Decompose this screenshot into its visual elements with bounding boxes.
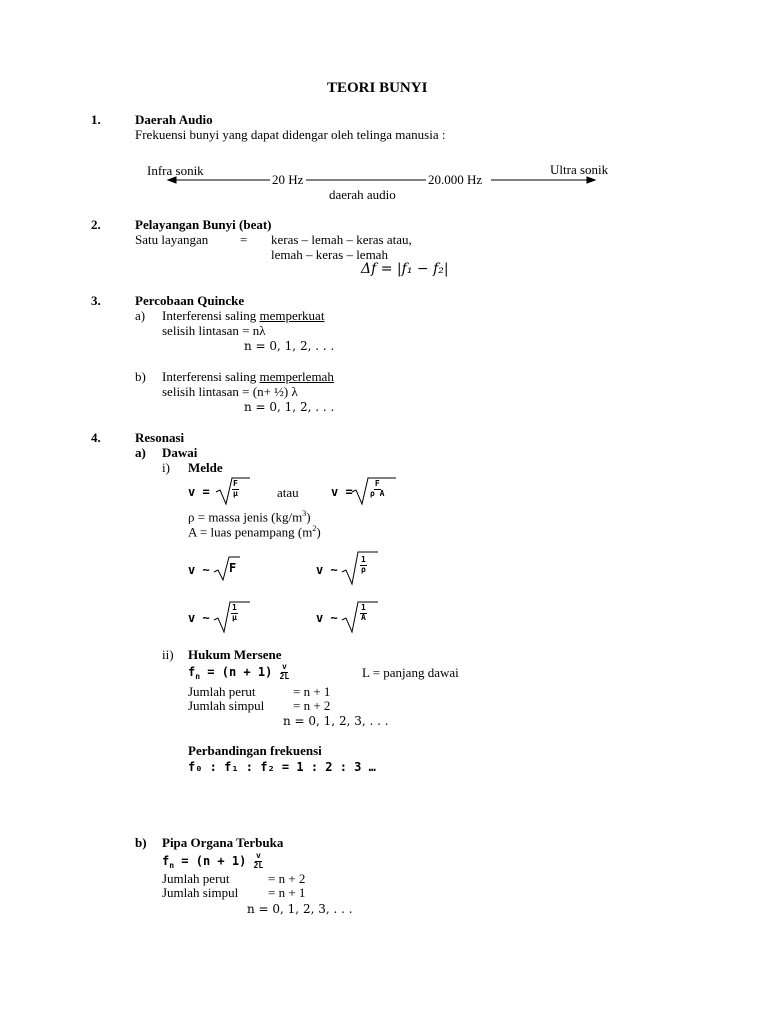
beat-formula: Δ𝑓 = |𝑓₁ − 𝑓₂| xyxy=(361,261,449,277)
open-pipe-formula: $f_n = (n + 1)$ $\frac{v}{2L}$ xyxy=(162,851,264,871)
quincke-b-n-range: n = 0, 1, 2, . . . xyxy=(244,400,335,414)
prop-v-1: v ~ xyxy=(188,563,210,577)
quincke-a-path-diff: selisih lintasan = nλ xyxy=(162,323,266,338)
open-pipe-n-range: n = 0, 1, 2, 3, . . . xyxy=(247,902,353,916)
area-definition: A = luas penampang $(m^2)$ xyxy=(188,524,321,540)
mersene-formula: $f_n = (n + 1)$ $\frac{v}{2L}$ xyxy=(188,662,290,682)
dawai-label: a) xyxy=(135,445,146,460)
melde-label: i) xyxy=(162,460,170,475)
quincke-b-text: Interferensi saling memperlemah xyxy=(162,369,334,384)
melde-frac-2: $\frac{F}{\text{ρ A}}$ xyxy=(370,479,385,498)
section-3-number: 3. xyxy=(91,293,101,308)
quincke-a-label: a) xyxy=(135,308,146,323)
mersene-label: ii) xyxy=(162,647,174,662)
infra-sonic-label: Infra sonik xyxy=(147,163,204,178)
freq-high-label: 20.000 Hz xyxy=(428,172,483,187)
node-count-value: = n + 2 xyxy=(293,698,331,713)
ultra-sonic-label: Ultra sonik xyxy=(550,162,609,177)
beat-equals: = xyxy=(240,232,248,247)
quincke-b-path-diff: selisih lintasan = (n+ ½) λ xyxy=(162,384,298,399)
antinode-count-value: = n + 1 xyxy=(293,684,331,699)
section-2-heading: Pelayangan Bunyi (beat) xyxy=(135,217,272,232)
beat-line-2: lemah – keras – lemah xyxy=(271,247,388,262)
frequency-ratio-heading: Perbandingan frekuensi xyxy=(188,743,322,758)
prop-frac-mu: $\frac{1}{\mu}$ xyxy=(232,603,237,622)
mersene-heading: Hukum Mersene xyxy=(188,647,282,662)
melde-atau: atau xyxy=(277,485,299,500)
prop-v-4: v ~ xyxy=(316,611,338,625)
quincke-a-n-range: n = 0, 1, 2, . . . xyxy=(244,339,335,353)
audio-range-label: daerah audio xyxy=(329,187,396,202)
beat-label: Satu layangan xyxy=(135,232,209,247)
freq-low-label: 20 Hz xyxy=(272,172,304,187)
section-1-description: Frekuensi bunyi yang dapat didengar oleh telinga manusia : xyxy=(135,127,446,142)
rho-definition: ρ = massa jenis $(kg/m^3)$ xyxy=(188,509,311,525)
melde-heading: Melde xyxy=(188,460,223,475)
melde-v-equals-1: v = xyxy=(188,485,210,499)
mersene-n-range: n = 0, 1, 2, 3, . . . xyxy=(283,714,389,728)
section-4-heading: Resonasi xyxy=(135,430,185,445)
prop-v-2: v ~ xyxy=(316,563,338,577)
prop-sqrt-F: F xyxy=(229,561,237,575)
open-pipe-antinode-label: Jumlah perut xyxy=(162,871,230,886)
dawai-heading: Dawai xyxy=(162,445,198,460)
open-pipe-antinode-value: = n + 2 xyxy=(268,871,306,886)
frequency-ratio: f₀ : f₁ : f₂ = 1 : 2 : 3 … xyxy=(188,760,376,774)
quincke-b-label: b) xyxy=(135,369,146,384)
section-2-number: 2. xyxy=(91,217,101,232)
beat-line-1: keras – lemah – keras atau, xyxy=(271,232,412,247)
melde-frac-1: $\frac{F}{\mu}$ xyxy=(233,479,238,498)
melde-v-equals-2: v = xyxy=(331,485,353,499)
prop-frac-A: $\frac{1}{A}$ xyxy=(361,603,366,622)
quincke-a-text: Interferensi saling memperkuat xyxy=(162,308,325,323)
open-pipe-node-value: = n + 1 xyxy=(268,885,306,900)
section-4-number: 4. xyxy=(91,430,101,445)
open-pipe-label: b) xyxy=(135,835,147,850)
section-1-heading: Daerah Audio xyxy=(135,112,213,127)
length-definition: L = panjang dawai xyxy=(362,665,459,680)
section-1-number: 1. xyxy=(91,112,101,127)
prop-v-3: v ~ xyxy=(188,611,210,625)
prop-frac-rho: $\frac{1}{\rho}$ xyxy=(361,555,366,574)
section-3-heading: Percobaan Quincke xyxy=(135,293,245,308)
antinode-count-label: Jumlah perut xyxy=(188,684,256,699)
node-count-label: Jumlah simpul xyxy=(188,698,265,713)
open-pipe-heading: Pipa Organa Terbuka xyxy=(162,835,284,850)
open-pipe-node-label: Jumlah simpul xyxy=(162,885,239,900)
page-title: TEORI BUNYI xyxy=(327,80,428,96)
